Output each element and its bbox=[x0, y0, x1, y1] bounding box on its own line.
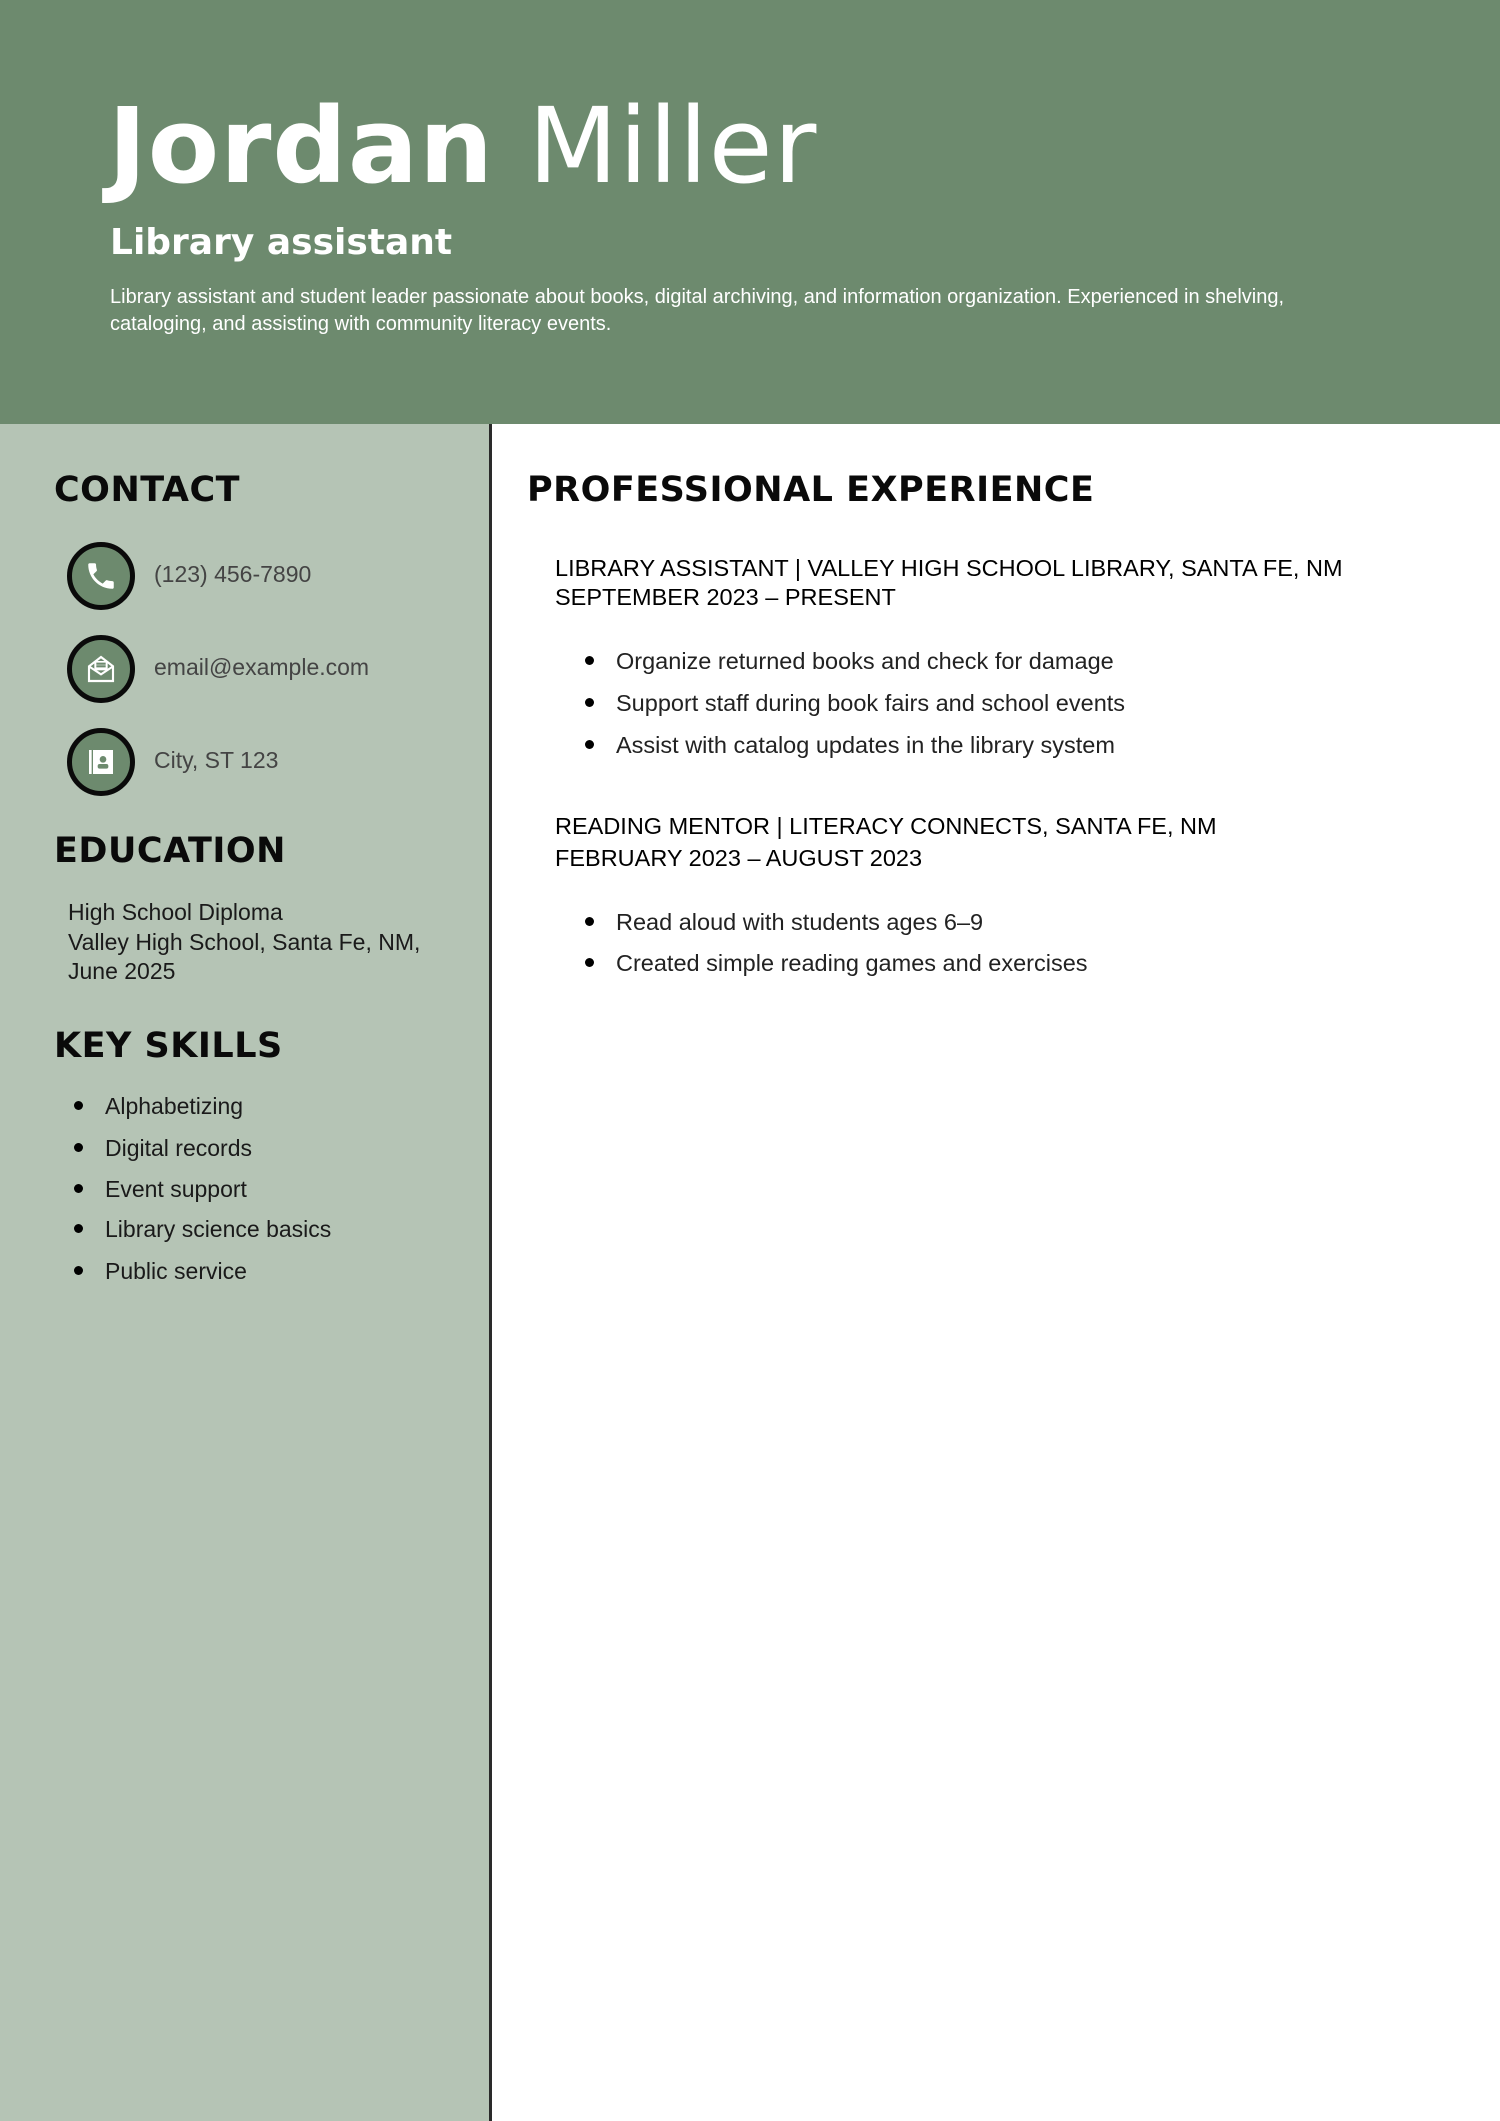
contact-email: email@example.com bbox=[154, 654, 370, 680]
contact-heading: CONTACT bbox=[54, 470, 241, 510]
sidebar bbox=[0, 424, 492, 2121]
skills-heading: KEY SKILLS bbox=[54, 1026, 283, 1066]
bullet-icon bbox=[585, 656, 594, 665]
job-role: Library assistant bbox=[110, 222, 453, 263]
bullet-text: Created simple reading games and exercises bbox=[616, 950, 1088, 976]
skill-label: Library science basics bbox=[105, 1216, 332, 1242]
bullet-icon bbox=[585, 958, 594, 967]
bullet-icon bbox=[74, 1101, 83, 1110]
education-school: Valley High School, Santa Fe, NM, bbox=[68, 928, 421, 955]
bullet-icon bbox=[74, 1224, 83, 1233]
first-name: Jordan bbox=[108, 85, 495, 207]
last-name: Miller bbox=[528, 85, 818, 207]
job-bullet bbox=[585, 907, 983, 937]
skill-item bbox=[74, 1214, 331, 1244]
address-book-icon bbox=[67, 728, 135, 796]
education-degree: High School Diploma bbox=[68, 899, 283, 925]
header-banner bbox=[0, 0, 1500, 424]
skill-label: Public service bbox=[105, 1258, 247, 1284]
bullet-icon bbox=[585, 917, 594, 926]
job-bullet bbox=[585, 688, 1125, 718]
job-title: LIBRARY ASSISTANT | VALLEY HIGH SCHOOL LIBRARY, SANTA FE, NM bbox=[555, 555, 1343, 581]
bullet-text: Organize returned books and check for damage bbox=[616, 648, 1114, 674]
contact-phone: (123) 456-7890 bbox=[154, 561, 312, 587]
bullet-text: Assist with catalog updates in the library system bbox=[616, 732, 1115, 758]
skill-item bbox=[74, 1256, 247, 1286]
candidate-name bbox=[108, 86, 817, 206]
bullet-text: Support staff during book fairs and school events bbox=[616, 690, 1126, 716]
skill-item bbox=[74, 1091, 243, 1121]
job-dates: SEPTEMBER 2023 – PRESENT bbox=[555, 584, 896, 610]
skill-label: Event support bbox=[105, 1176, 247, 1202]
contact-address: City, ST 123 bbox=[154, 747, 279, 773]
email-icon bbox=[67, 635, 135, 703]
job-title: READING MENTOR | LITERACY CONNECTS, SANTA FE, NM bbox=[555, 813, 1217, 839]
skill-label: Digital records bbox=[105, 1135, 252, 1161]
skill-item bbox=[74, 1133, 252, 1163]
phone-icon bbox=[67, 542, 135, 610]
skill-item bbox=[74, 1174, 247, 1204]
skill-label: Alphabetizing bbox=[105, 1093, 244, 1119]
bullet-icon bbox=[74, 1266, 83, 1275]
job-dates: FEBRUARY 2023 – AUGUST 2023 bbox=[555, 845, 923, 871]
education-date: June 2025 bbox=[68, 958, 176, 984]
education-heading: EDUCATION bbox=[54, 831, 286, 871]
bullet-text: Read aloud with students ages 6–9 bbox=[616, 909, 984, 935]
bullet-icon bbox=[74, 1143, 83, 1152]
job-bullet bbox=[585, 730, 1115, 760]
bullet-icon bbox=[585, 740, 594, 749]
summary: Library assistant and student leader passionate about books, digital archiving, and information organization. Experienced in shelving, cataloging, and assisting with community literacy events. bbox=[110, 286, 1285, 335]
job-bullet bbox=[585, 646, 1114, 676]
education-entry bbox=[68, 898, 420, 987]
bullet-icon bbox=[585, 698, 594, 707]
bullet-icon bbox=[74, 1184, 83, 1193]
experience-heading: PROFESSIONAL EXPERIENCE bbox=[527, 470, 1095, 510]
job-bullet bbox=[585, 948, 1088, 978]
